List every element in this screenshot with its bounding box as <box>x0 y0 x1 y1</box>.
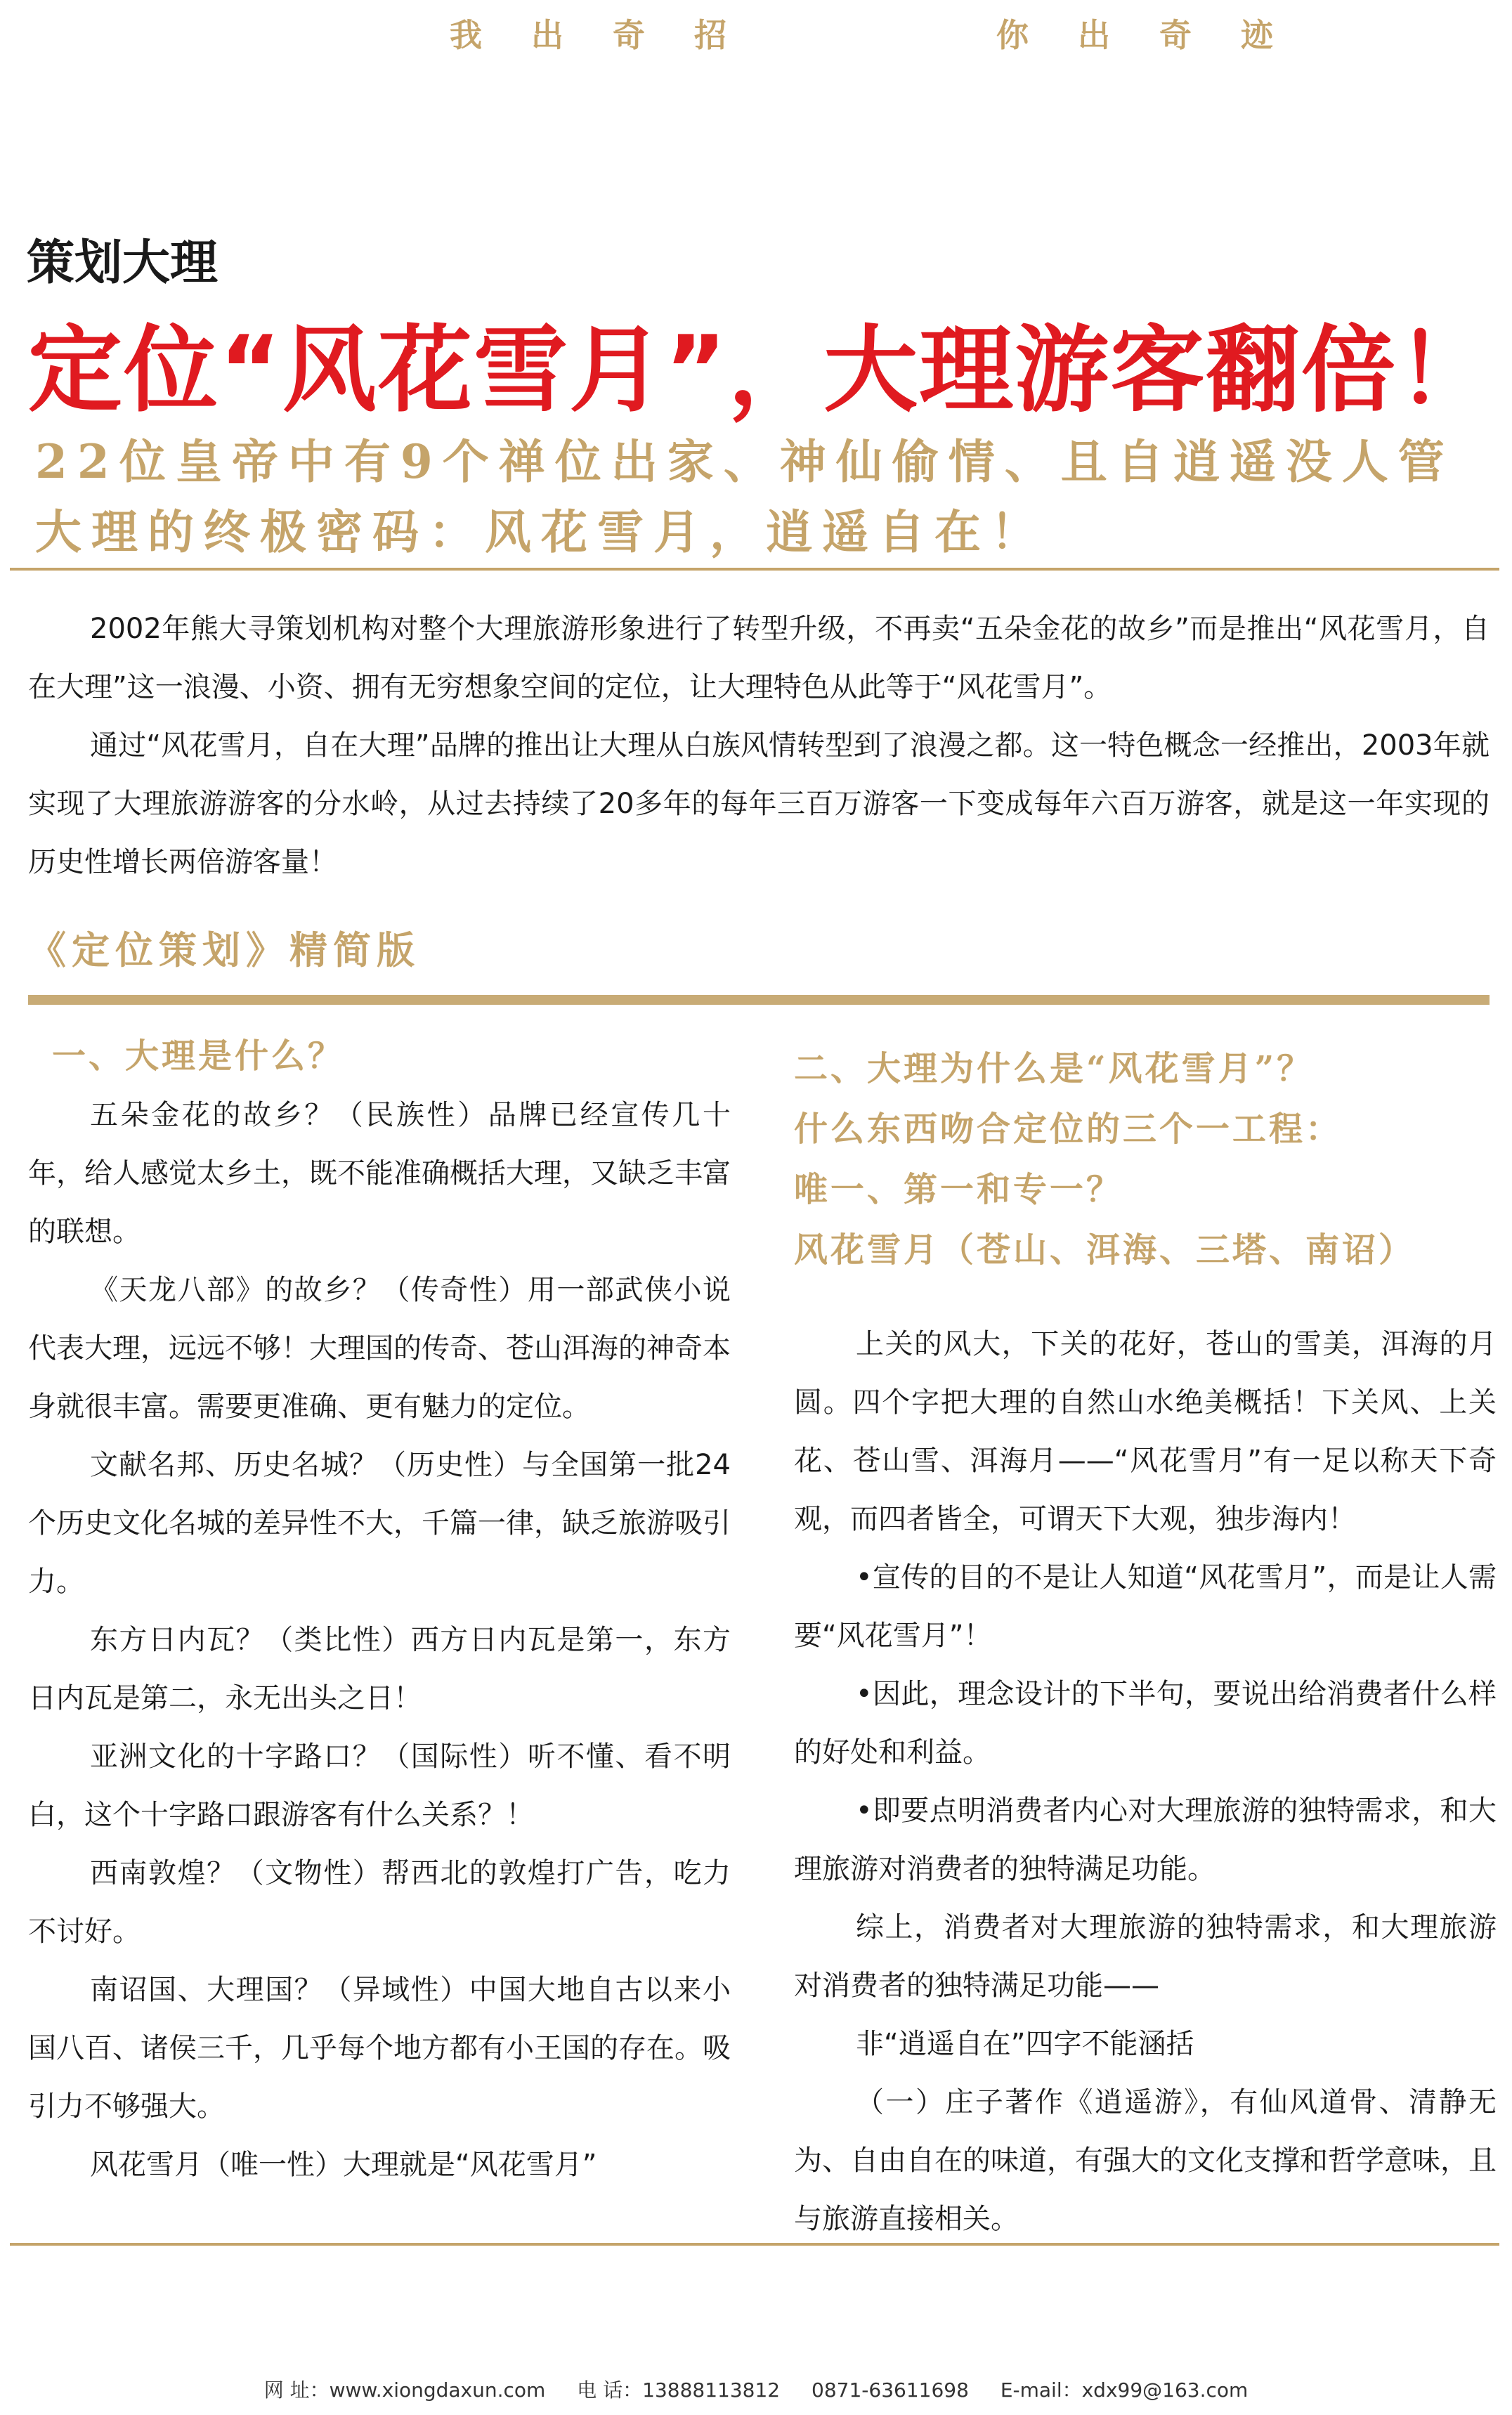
left-paragraph: 东方日内瓦？（类比性）西方日内瓦是第一，东方日内瓦是第二，永无出头之日！ <box>28 1624 731 1714</box>
right-paragraph: 上关的风大，下关的花好，苍山的雪美，洱海的月圆。四个字把大理的自然山水绝美概括！下关风、上关花、苍山雪、洱海月——“风花雪月”有一足以称天下奇观，而四者皆全，可谓天下大观，独步海内！ <box>794 1328 1497 1535</box>
footer-contact <box>0 2375 1512 2403</box>
right-heading: 什么东西吻合定位的三个一工程： <box>794 1109 1343 1149</box>
footer-phone: 电 话：13888113812 <box>577 2378 781 2402</box>
subhead-1: 22位皇帝中有9个禅位出家、神仙偷情、且自逍遥没人管 <box>35 434 1454 489</box>
left-paragraph: 风花雪月（唯一性）大理就是“风花雪月” <box>90 2149 597 2181</box>
left-paragraph: 南诏国、大理国？（异域性）中国大地自古以来小国八百、诸侯三千，几乎每个地方都有小王国的存在。吸引力不够强大。 <box>28 1974 731 2123</box>
right-paragraph: •宣传的目的不是让人知道“风花雪月”，而是让人需要“风花雪月”！ <box>794 1561 1497 1652</box>
left-paragraph: 文献名邦、历史名城？（历史性）与全国第一批24个历史文化名城的差异性不大，千篇一律，缺乏旅游吸引力。 <box>28 1449 731 1598</box>
left-paragraph: 西南敦煌？（文物性）帮西北的敦煌打广告，吃力不讨好。 <box>28 1857 731 1948</box>
left-heading: 一、大理是什么？ <box>52 1036 345 1076</box>
footer-phone-2: 0871-63611698 <box>812 2378 969 2402</box>
right-paragraph: •因此，理念设计的下半句，要说出给消费者什么样的好处和利益。 <box>794 1678 1497 1769</box>
left-column <box>28 1026 731 2194</box>
right-headings <box>794 1039 1497 1280</box>
subhead-2: 大理的终极密码：风花雪月，逍遥自在！ <box>35 505 1047 559</box>
right-heading: 二、大理为什么是“风花雪月”？ <box>794 1049 1314 1088</box>
right-paragraph: （一）庄子著作《逍遥游》，有仙风道骨、清静无为、自由自在的味道，有强大的文化支撑和哲学意味，且与旅游直接相关。 <box>794 2086 1497 2235</box>
intro-paragraph-1: 2002年熊大寻策划机构对整个大理旅游形象进行了转型升级，不再卖“五朵金花的故乡”而是推出“风花雪月，自在大理”这一浪漫、小资、拥有无穷想象空间的定位，让大理特色从此等于“风花雪月”。 <box>28 613 1490 703</box>
right-paragraph: 综上，消费者对大理旅游的独特需求，和大理旅游对消费者的独特满足功能—— <box>794 1911 1497 2002</box>
left-paragraph: 《天龙八部》的故乡？（传奇性）用一部武侠小说代表大理，远远不够！大理国的传奇、苍山洱海的神奇本身就很丰富。需要更准确、更有魅力的定位。 <box>28 1274 731 1423</box>
intro-text <box>28 600 1490 892</box>
footer-email: E-mail：xdx99@163.com <box>1000 2378 1249 2402</box>
right-paragraph: 非“逍遥自在”四字不能涵括 <box>856 2028 1194 2060</box>
slogan-left: 我出奇招 <box>450 16 776 54</box>
footer-website: 网 址：www.xiongdaxun.com <box>263 2378 546 2402</box>
right-heading: 风花雪月（苍山、洱海、三塔、南诏） <box>794 1230 1416 1270</box>
kicker-title: 策划大理 <box>27 235 219 291</box>
right-paragraph: •即要点明消费者内心对大理旅游的独特需求，和大理旅游对消费者的独特满足功能。 <box>794 1795 1497 1885</box>
right-column <box>794 1039 1497 2248</box>
right-heading: 唯一、第一和专一？ <box>794 1170 1123 1209</box>
section-title: 《定位策划》精简版 <box>28 927 420 972</box>
left-paragraph: 五朵金花的故乡？（民族性）品牌已经宣传几十年，给人感觉太乡土，既不能准确概括大理，又缺乏丰富的联想。 <box>28 1099 731 1248</box>
intro-paragraph-2: 通过“风花雪月，自在大理”品牌的推出让大理从白族风情转型到了浪漫之都。这一特色概念一经推出，2003年就实现了大理旅游游客的分水岭，从过去持续了20多年的每年三百万游客一下变成每年六百万游客，就是这一年实现的历史性增长两倍游客量！ <box>28 729 1490 878</box>
headline: 定位“风花雪月”，大理游客翻倍！ <box>28 315 1493 425</box>
slogan-right: 你出奇迹 <box>996 16 1322 54</box>
divider-top <box>10 568 1499 571</box>
divider-section <box>28 995 1490 1005</box>
divider-bottom <box>10 2243 1499 2246</box>
left-paragraph: 亚洲文化的十字路口？（国际性）听不懂、看不明白，这个十字路口跟游客有什么关系？！ <box>28 1740 731 1831</box>
